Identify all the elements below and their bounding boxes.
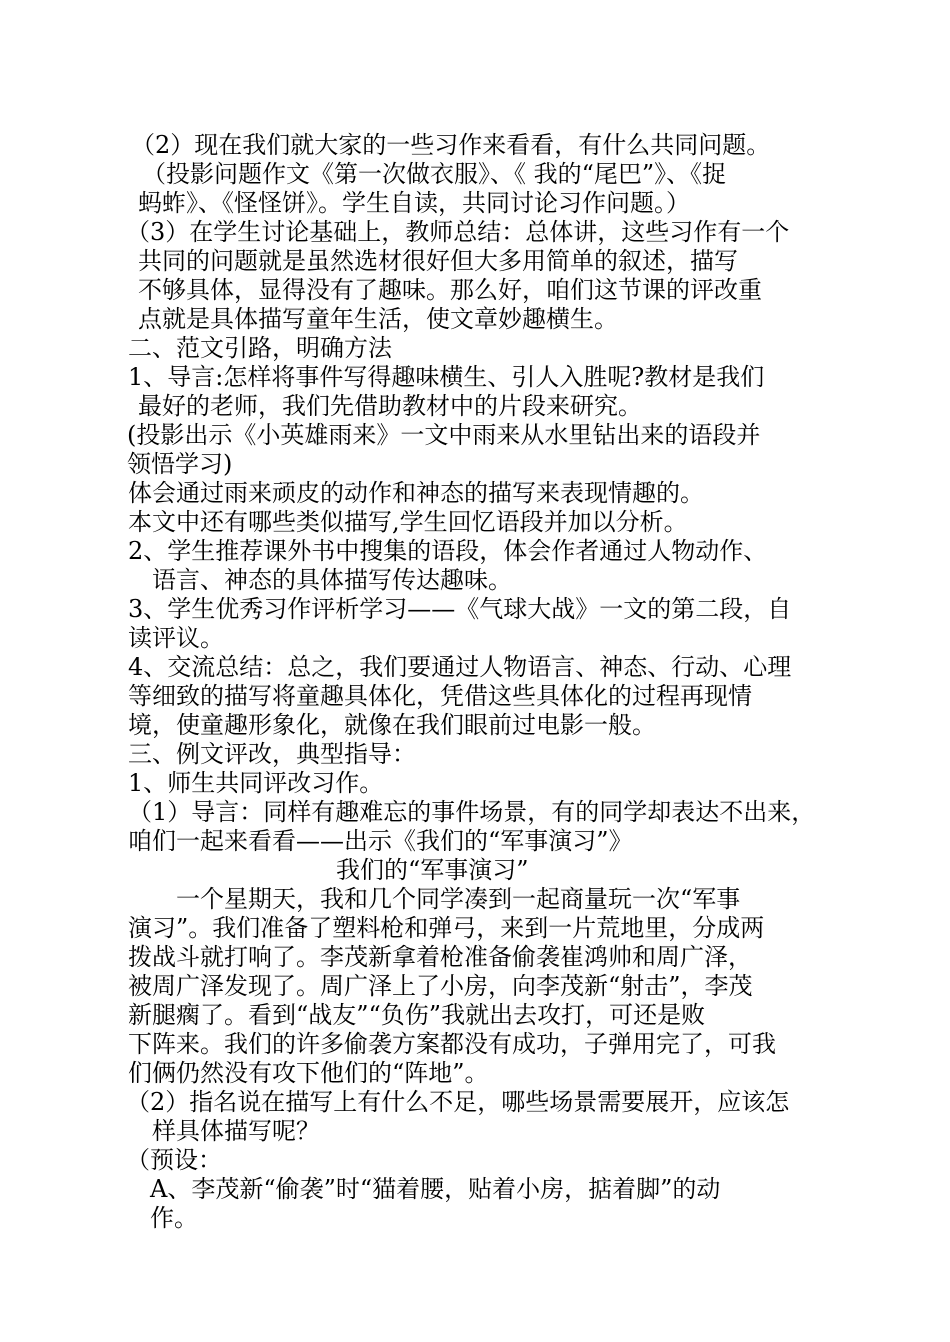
- text-line: 拨战斗就打响了。李茂新拿着枪准备偷袭崔鸿帅和周广泽，: [128, 943, 752, 971]
- text-line: 咱们一起来看看——出示《我们的“军事演习”》: [128, 827, 633, 855]
- text-line: 们俩仍然没有攻下他们的“阵地”。: [128, 1059, 489, 1087]
- text-line: 点就是具体描写童年生活，使文章妙趣横生。: [138, 305, 618, 333]
- text-line: 领悟学习): [127, 450, 233, 478]
- text-line: 不够具体，显得没有了趣味。那么好，咱们这节课的评改重: [138, 276, 762, 304]
- section-heading: 二、范文引路，明确方法: [128, 334, 392, 362]
- text-line: 4、交流总结：总之，我们要通过人物语言、神态、行动、心理: [128, 653, 792, 681]
- text-line: 最好的老师，我们先借助教材中的片段来研究。: [138, 392, 642, 420]
- text-line: (投影出示《小英雄雨来》一文中雨来从水里钻出来的语段并: [127, 421, 761, 449]
- text-line: A、李茂新“偷袭”时“猫着腰，贴着小房，掂着脚”的动: [150, 1175, 721, 1203]
- text-line: （1）导言：同样有趣难忘的事件场景，有的同学却表达不出来，: [128, 798, 816, 826]
- section-heading: 三、例文评改，典型指导：: [128, 740, 416, 768]
- essay-title: 我们的“军事演习”: [336, 856, 529, 884]
- text-line: 读评议。: [128, 624, 224, 652]
- text-line: 3、学生优秀习作评析学习——《气球大战》一文的第二段，自: [128, 595, 792, 623]
- text-line: 下阵来。我们的许多偷袭方案都没有成功，子弹用完了，可我: [128, 1030, 776, 1058]
- text-line: 等细致的描写将童趣具体化，凭借这些具体化的过程再现情: [128, 682, 752, 710]
- text-line: 蚂蚱》、《怪怪饼》。学生自读，共同讨论习作问题。）: [138, 189, 690, 217]
- text-line: （投影问题作文《第一次做衣服》、《 我的“尾巴”》、《捉: [142, 160, 727, 188]
- text-line: （2）指名说在描写上有什么不足，哪些场景需要展开，应该怎: [126, 1088, 790, 1116]
- text-line: 语言、神态的具体描写传达趣味。: [152, 566, 512, 594]
- text-line: 1、导言:怎样将事件写得趣味横生、引人入胜呢?教材是我们: [128, 363, 765, 391]
- text-line: 2、学生推荐课外书中搜集的语段，体会作者通过人物动作、: [128, 537, 768, 565]
- text-line: 演习”。我们准备了塑料枪和弹弓，来到一片荒地里，分成两: [128, 914, 765, 942]
- text-line: （2）现在我们就大家的一些习作来看看，有什么共同问题。: [131, 131, 771, 159]
- text-line: 新腿瘸了。看到“战友”“负伤”我就出去攻打，可还是败: [128, 1001, 706, 1029]
- text-line: 一个星期天，我和几个同学凑到一起商量玩一次“军事: [176, 885, 741, 913]
- text-line: 本文中还有哪些类似描写,学生回忆语段并加以分析。: [128, 508, 688, 536]
- text-line: （预设：: [126, 1146, 222, 1174]
- text-line: 体会通过雨来顽皮的动作和神态的描写来表现情趣的。: [128, 479, 704, 507]
- text-line: 作。: [150, 1204, 198, 1232]
- text-line: 1、师生共同评改习作。: [128, 769, 384, 797]
- text-line: 共同的问题就是虽然选材很好但大多用简单的叙述，描写: [138, 247, 738, 275]
- text-line: 样具体描写呢？: [152, 1117, 320, 1145]
- text-line: 被周广泽发现了。周广泽上了小房，向李茂新“射击”，李茂: [128, 972, 753, 1000]
- text-line: 境，使童趣形象化，就像在我们眼前过电影一般。: [128, 711, 656, 739]
- text-line: （3）在学生讨论基础上，教师总结：总体讲，这些习作有一个: [126, 218, 790, 246]
